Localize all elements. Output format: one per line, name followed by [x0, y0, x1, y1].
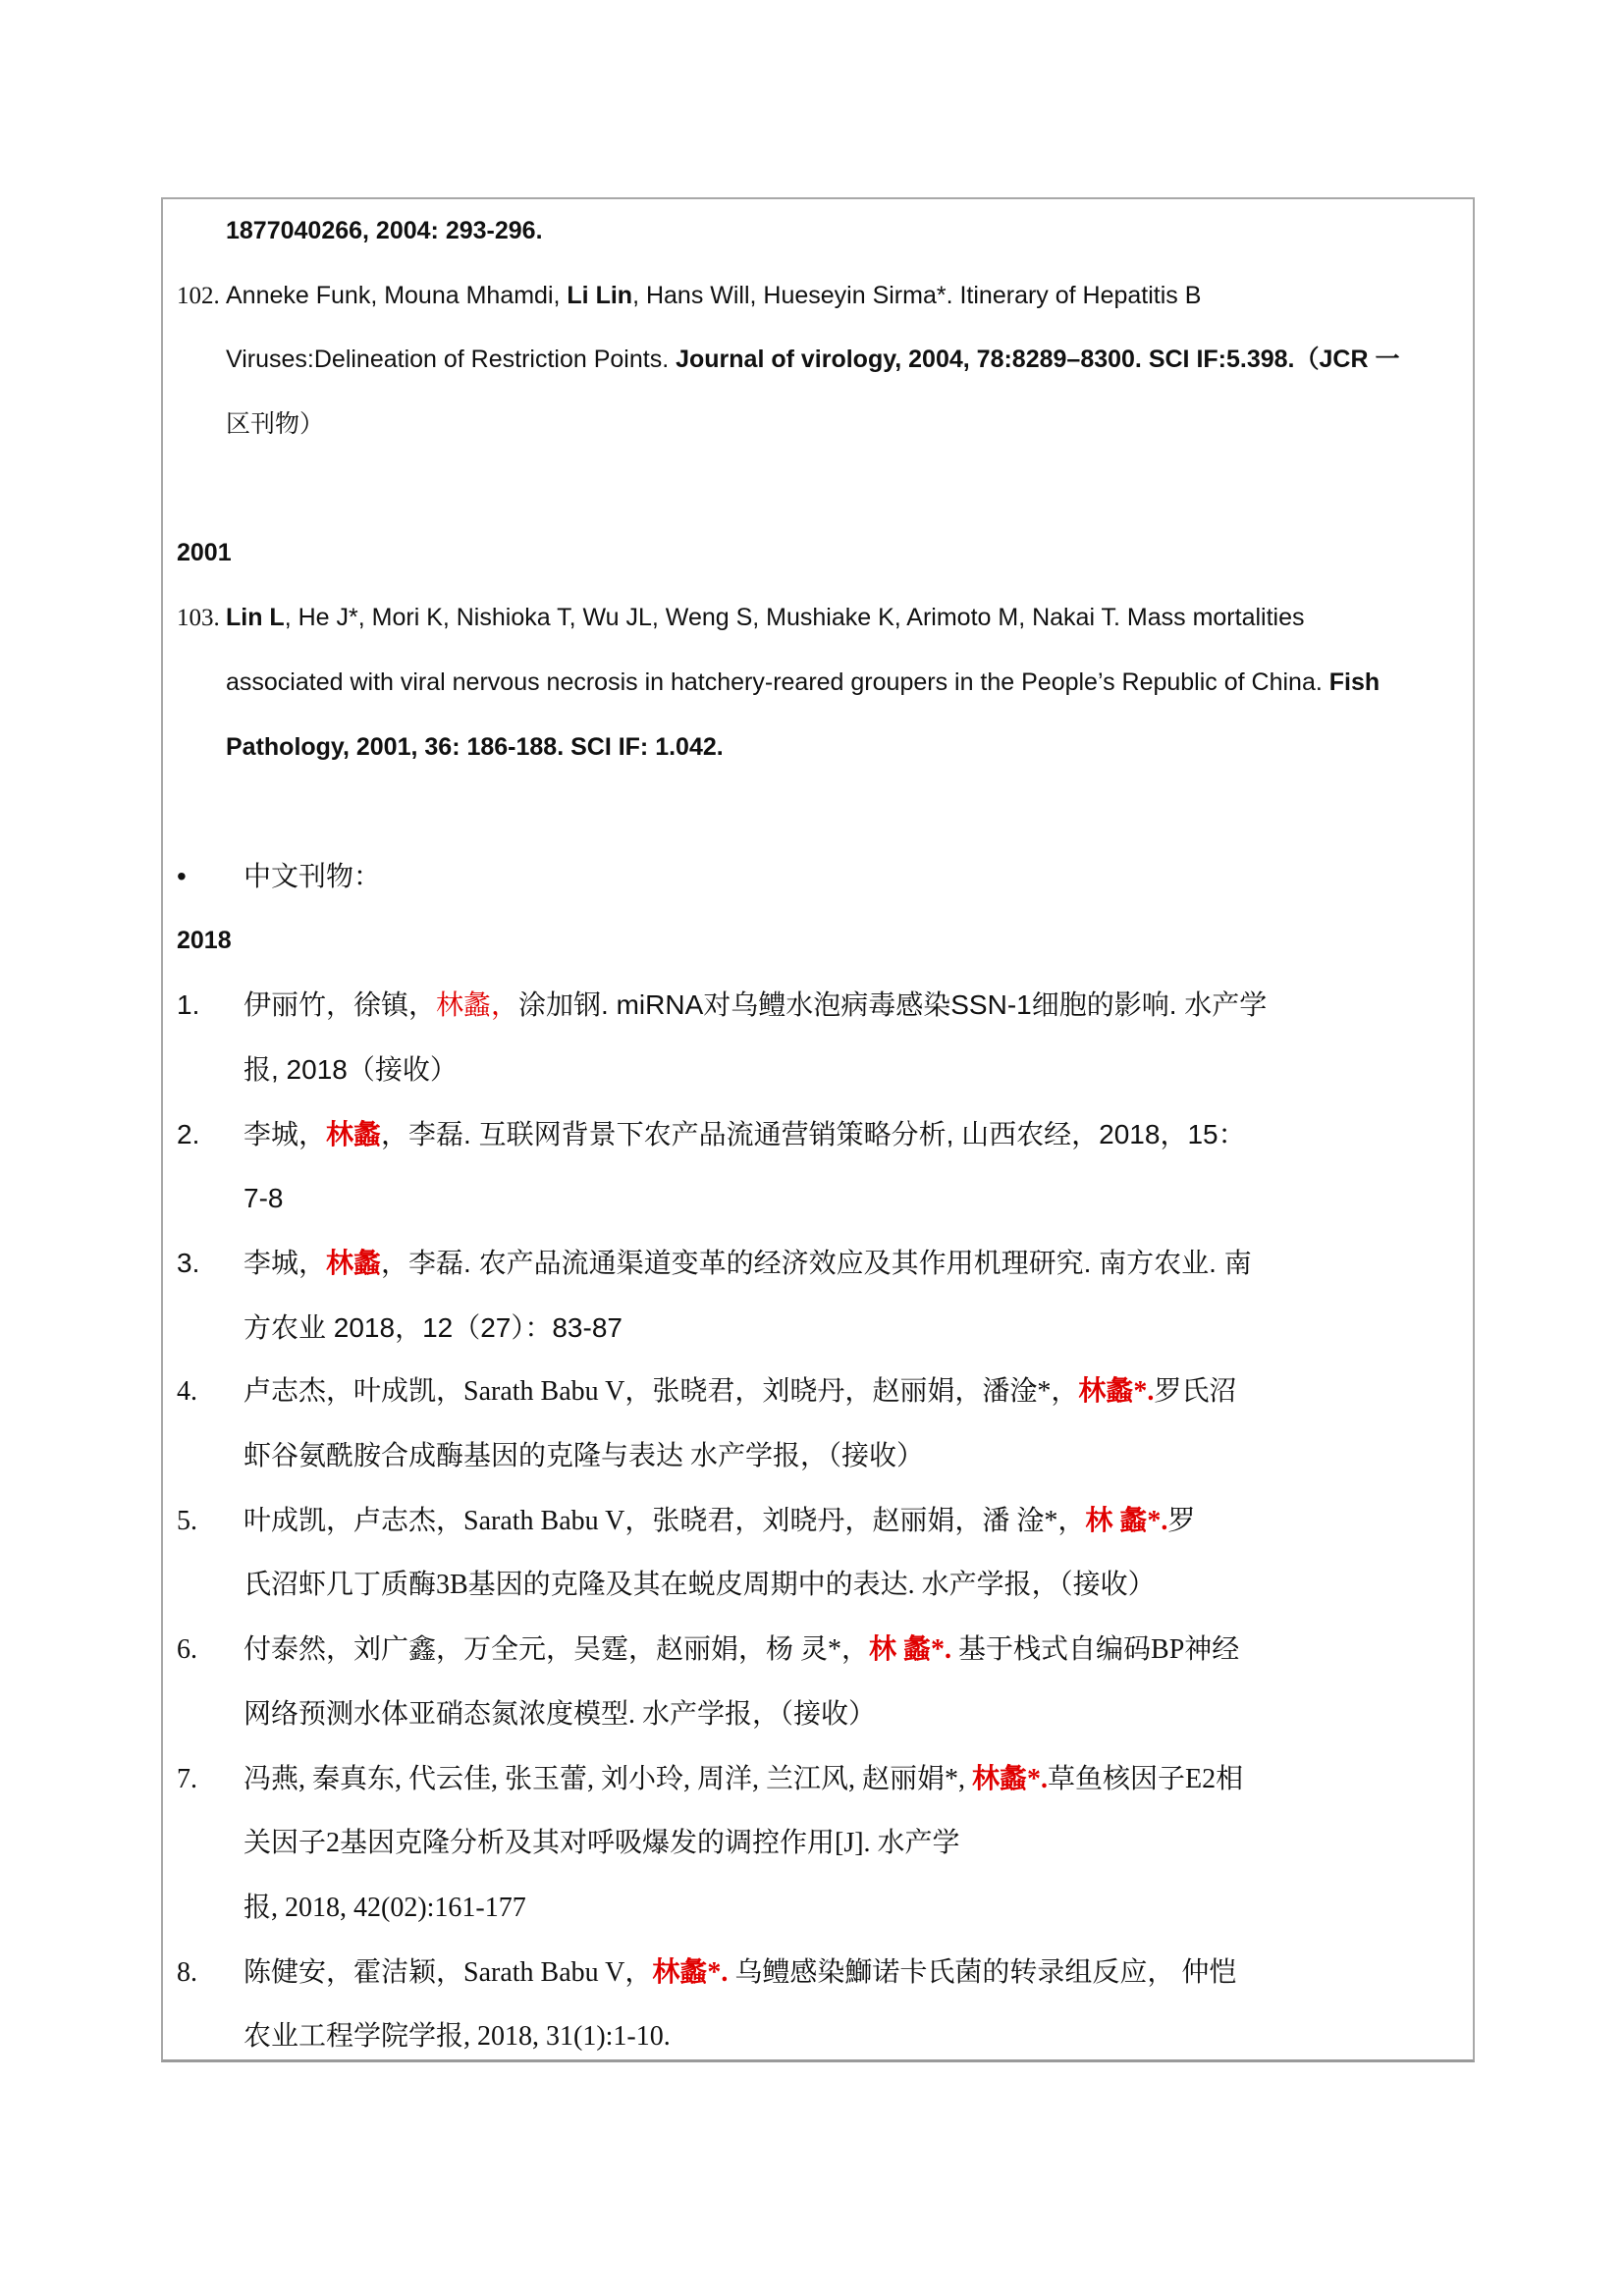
reference-line	[0, 1038, 1624, 1102]
text-segment: , Hans Will, Hueseyin Sirma*. Itinerary of Hepatitis B	[632, 281, 1202, 309]
text-segment: 基于栈式自编码BP神经	[951, 1634, 1240, 1666]
highlighted-author: 林蠡	[326, 1118, 382, 1149]
highlighted-author: 林蠡*.	[652, 1956, 729, 1988]
text-segment: 罗氏沼	[1154, 1376, 1237, 1408]
text-segment: 7-8	[244, 1183, 284, 1214]
text-segment: associated with viral nervous necrosis in hatchery-reared groupers in the People’s Republic of China.	[226, 667, 1329, 696]
line-text	[226, 199, 543, 264]
blank-line	[0, 457, 1624, 522]
text-segment: 关因子2基因克隆分析及其对呼吸爆发的调控作用[J]. 水产学	[244, 1828, 960, 1859]
blank-line	[0, 779, 1624, 844]
text-segment: Li Lin	[567, 281, 633, 309]
text-segment: ，李磊. 农产品流通渠道变革的经济效应及其作用机理研究. 南方农业. 南	[381, 1248, 1252, 1278]
highlighted-author: 林蠡，	[436, 989, 519, 1021]
text-segment: 李城，	[244, 1118, 327, 1149]
text-segment: 2018	[177, 926, 232, 954]
highlighted-author: 林 蠡*.	[869, 1634, 952, 1666]
text-segment: 中文刊物：	[244, 860, 382, 891]
text-segment: 虾谷氨酰胺合成酶基因的克隆与表达 水产学报，（接收）	[244, 1441, 925, 1472]
text-segment: Pathology, 2001, 36: 186-188. SCI IF: 1.042.	[226, 732, 724, 761]
line-text	[244, 1038, 458, 1102]
line-text	[244, 844, 381, 909]
line-text	[177, 521, 232, 586]
reference-number: 1.	[177, 989, 200, 1021]
text-segment: 陈健安，霍洁颖，Sarath Babu V，	[244, 1956, 653, 1988]
line-text	[226, 651, 1380, 716]
text-segment: 1877040266, 2004: 293-296.	[226, 217, 543, 244]
reference-line	[0, 1166, 1624, 1231]
line-text	[244, 1941, 1236, 2005]
reference-number: 8.	[177, 1956, 197, 1988]
reference-line	[0, 393, 1624, 457]
text-segment: Lin L	[226, 604, 285, 632]
text-segment: 报, 2018（接收）	[244, 1053, 458, 1085]
text-segment: 叶成凯，卢志杰，Sarath Babu V，张晓君，刘晓丹，赵丽娟，潘 淦*，	[244, 1505, 1086, 1536]
line-text	[244, 1618, 1239, 1682]
reference-line	[0, 1682, 1624, 1747]
text-segment: 冯燕, 秦真东, 代云佳, 张玉蕾, 刘小玲, 周洋, 兰江风, 赵丽娟*,	[244, 1763, 973, 1794]
reference-line	[0, 1618, 1624, 1682]
reference-line	[0, 1231, 1624, 1296]
text-segment: 方农业 2018，12（27）：83-87	[244, 1311, 623, 1343]
reference-line	[0, 973, 1624, 1038]
text-segment: Journal of virology, 2004, 78:8289–8300. SCI IF:5.398.（JCR 一	[676, 346, 1400, 374]
text-segment: 卢志杰，叶成凯，Sarath Babu V，张晓君，刘晓丹，赵丽娟，潘淦*，	[244, 1376, 1079, 1408]
reference-line	[0, 1424, 1624, 1489]
text-segment: 农业工程学院学报, 2018, 31(1):1-10.	[244, 2021, 671, 2053]
reference-line	[0, 1360, 1624, 1424]
reference-line	[0, 651, 1624, 716]
line-text	[244, 1231, 1252, 1296]
highlighted-author: 林蠡*.	[972, 1763, 1049, 1794]
reference-line	[0, 264, 1624, 329]
text-segment: Fish	[1328, 667, 1380, 696]
year-heading	[0, 909, 1624, 974]
line-text	[226, 328, 1399, 393]
line-text	[244, 1682, 876, 1747]
reference-line	[0, 2004, 1624, 2069]
line-text	[177, 909, 232, 974]
text-segment: 2001	[177, 539, 232, 567]
reference-number: 7.	[177, 1763, 197, 1794]
reference-line	[0, 328, 1624, 393]
reference-line	[0, 1811, 1624, 1876]
line-text	[244, 1102, 1246, 1167]
year-heading	[0, 521, 1624, 586]
text-segment: 涂加钢. miRNA对乌鳢水泡病毒感染SSN-1细胞的影响. 水产学	[518, 989, 1268, 1021]
line-text	[244, 1553, 1156, 1618]
reference-number: 6.	[177, 1634, 197, 1666]
text-segment: , He J*, Mori K, Nishioka T, Wu JL, Weng S, Mushiake K, Arimoto M, Nakai T. Mass mortalities	[284, 604, 1305, 632]
text-segment: 草鱼核因子E2相	[1048, 1763, 1244, 1794]
reference-number: 4.	[177, 1376, 197, 1408]
line-text	[244, 1876, 526, 1941]
highlighted-author: 林 蠡*.	[1085, 1505, 1168, 1536]
text-segment: 罗	[1167, 1505, 1196, 1536]
text-segment: Viruses:Delineation of Restriction Points.	[226, 346, 677, 374]
line-text	[244, 1296, 623, 1361]
reference-line	[0, 1102, 1624, 1167]
reference-line	[0, 199, 1624, 264]
text-segment: 伊丽竹，徐镇，	[244, 989, 437, 1021]
reference-line	[0, 1296, 1624, 1361]
reference-line	[0, 1489, 1624, 1554]
line-text	[244, 1424, 924, 1489]
line-text	[226, 716, 724, 780]
line-text	[226, 264, 1201, 329]
section-heading	[0, 844, 1624, 909]
text-segment: 网络预测水体亚硝态氮浓度模型. 水产学报，（接收）	[244, 1698, 877, 1730]
line-text	[244, 1489, 1195, 1554]
highlighted-author: 林蠡*.	[1078, 1376, 1155, 1408]
text-segment: 付泰然，刘广鑫，万全元，吴霆，赵丽娟，杨 灵*，	[244, 1634, 870, 1666]
reference-line	[0, 1876, 1624, 1941]
line-text	[226, 586, 1305, 651]
line-text	[244, 1747, 1243, 1812]
reference-line	[0, 1747, 1624, 1812]
reference-line	[0, 716, 1624, 780]
text-segment: 报, 2018, 42(02):161-177	[244, 1892, 526, 1923]
line-text	[244, 973, 1267, 1038]
highlighted-author: 林蠡	[326, 1248, 382, 1278]
text-segment: 李城，	[244, 1248, 327, 1278]
publication-list	[0, 199, 1624, 2069]
bullet-icon: •	[177, 860, 187, 891]
reference-number: 2.	[177, 1118, 200, 1149]
text-segment: 区刊物）	[226, 410, 325, 439]
line-text	[244, 2004, 671, 2069]
line-text	[244, 1811, 960, 1876]
reference-number: 103.	[177, 605, 220, 632]
reference-line	[0, 1941, 1624, 2005]
line-text	[244, 1166, 283, 1231]
reference-number: 102.	[177, 282, 220, 309]
line-text	[226, 393, 324, 457]
text-segment: Anneke Funk, Mouna Mhamdi,	[226, 281, 568, 309]
reference-line	[0, 586, 1624, 651]
reference-number: 5.	[177, 1505, 197, 1536]
text-segment: 乌鳢感染鰤诺卡氏菌的转录组反应， 仲恺	[728, 1956, 1237, 1988]
reference-number: 3.	[177, 1248, 200, 1278]
reference-line	[0, 1553, 1624, 1618]
text-segment: ，李磊. 互联网背景下农产品流通营销策略分析, 山西农经，2018，15：	[381, 1118, 1246, 1149]
line-text	[244, 1360, 1236, 1424]
text-segment: 氏沼虾几丁质酶3B基因的克隆及其在蜕皮周期中的表达. 水产学报，（接收）	[244, 1570, 1156, 1601]
